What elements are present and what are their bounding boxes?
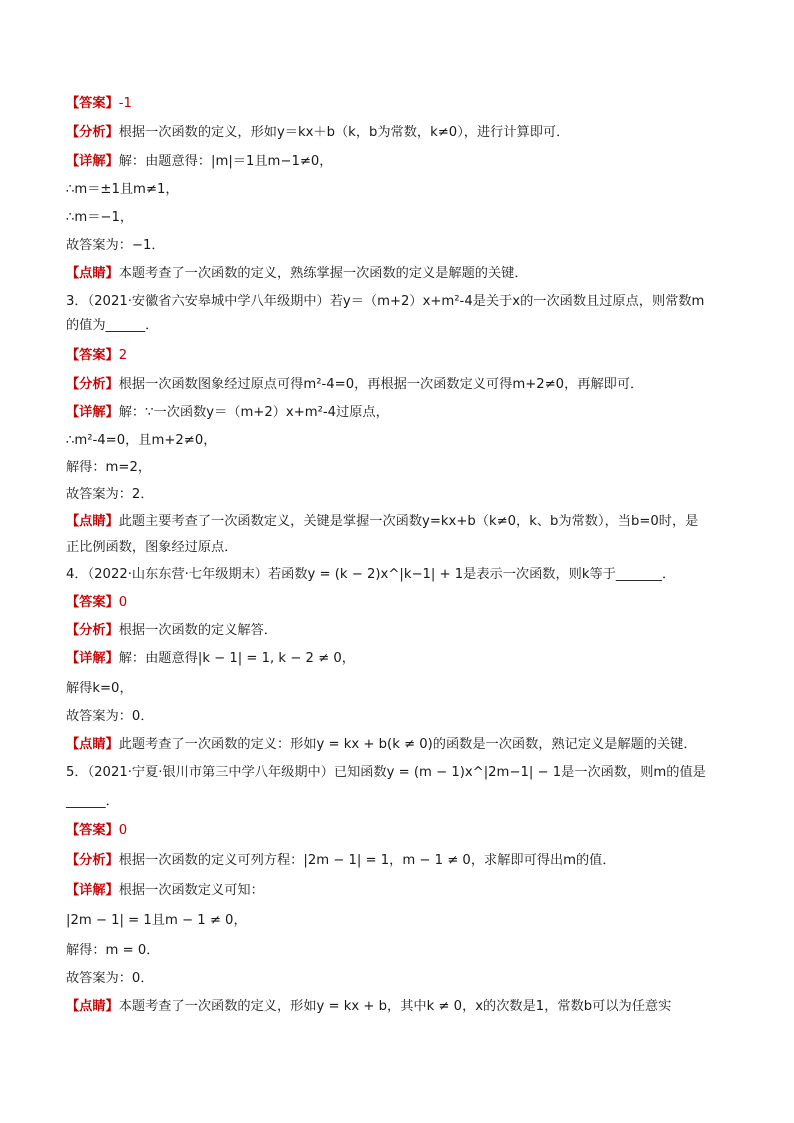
answer-value: 2 — [118, 348, 128, 363]
detail-text: 解：∵一次函数y＝（m+2）x+m²-4过原点， — [118, 405, 389, 420]
comment-label: 【点睛】 — [66, 514, 119, 529]
comment-label: 【点睛】 — [66, 266, 119, 281]
comment-text: 本题考查了一次函数的定义，熟练掌握一次函数的定义是解题的关键． — [118, 266, 528, 281]
question-3-text-cont: 的值为______． — [66, 318, 159, 333]
detail-step: 解得k=0， — [66, 681, 133, 696]
answer-label: 【答案】 — [66, 348, 119, 363]
answer-line-5 — [66, 822, 127, 840]
detail-step: 故答案为：2． — [66, 487, 154, 502]
answer-value: -1 — [118, 96, 132, 111]
comment-line-5 — [66, 998, 671, 1016]
detail-step: ∴m＝±1且m≠1， — [66, 182, 179, 197]
analysis-label: 【分析】 — [66, 125, 119, 140]
detail-text: 解：由题意得|k − 1| = 1, k − 2 ≠ 0， — [118, 651, 355, 666]
detail-text: 根据一次函数定义可知： — [118, 883, 264, 898]
detail-step: 故答案为：0． — [66, 709, 154, 724]
comment-text: 此题主要考查了一次函数定义，关键是掌握一次函数y=kx+b（k≠0，k、b为常数），当b=0时，是 — [118, 514, 699, 529]
comment-label: 【点睛】 — [66, 999, 119, 1014]
detail-step: ∴m＝−1， — [66, 210, 134, 225]
analysis-label: 【分析】 — [66, 623, 119, 638]
analysis-text: 根据一次函数的定义，形如y＝kx＋b（k，b为常数，k≠0），进行计算即可． — [118, 125, 570, 140]
analysis-line-4 — [66, 622, 277, 640]
detail-step: 解得：m = 0． — [66, 943, 160, 958]
detail-text: 解：由题意得：|m|＝1且m−1≠0， — [118, 154, 333, 169]
answer-value: 0 — [118, 595, 128, 610]
detail-line-2 — [66, 153, 332, 171]
analysis-text: 根据一次函数的定义可列方程：|2m − 1| = 1，m − 1 ≠ 0，求解即可得出m的值． — [118, 853, 616, 868]
comment-text: 此题考查了一次函数的定义：形如y = kx + b(k ≠ 0)的函数是一次函数，熟记定义是解题的关键． — [118, 737, 697, 752]
analysis-label: 【分析】 — [66, 377, 119, 392]
analysis-line-3 — [66, 376, 643, 394]
analysis-line-2 — [66, 124, 569, 142]
question-4-text: 4．（2022·山东东营·七年级期末）若函数y = (k − 2)x^|k−1| + 1是表示一次函数，则k等于_______． — [66, 567, 676, 582]
question-3-text: 3．（2021·安徽省六安皋城中学八年级期中）若y＝（m+2）x+m²-4是关于x的一次函数且过原点，则常数m — [66, 294, 705, 309]
comment-line-2 — [66, 265, 528, 283]
detail-line-5 — [66, 882, 264, 900]
question-5-text-cont: ______． — [66, 794, 119, 809]
analysis-line-5 — [66, 852, 616, 870]
detail-line-3 — [66, 404, 389, 422]
comment-text-cont: 正比例函数，图象经过原点． — [66, 540, 238, 555]
answer-label: 【答案】 — [66, 595, 119, 610]
answer-line-2 — [66, 95, 132, 113]
comment-label: 【点睛】 — [66, 737, 119, 752]
comment-line-3 — [66, 513, 698, 531]
analysis-text: 根据一次函数图象经过原点可得m²-4=0，再根据一次函数定义可得m+2≠0，再解即可． — [118, 377, 644, 392]
detail-step: 故答案为：0． — [66, 971, 154, 986]
detail-step: |2m − 1| = 1且m − 1 ≠ 0， — [66, 913, 247, 928]
question-5-text: 5．（2021·宁夏·银川市第三中学八年级期中）已知函数y = (m − 1)x^|2m−1| − 1是一次函数，则m的值是 — [66, 765, 706, 780]
detail-step: ∴m²-4=0，且m+2≠0， — [66, 433, 217, 448]
detail-label: 【详解】 — [66, 651, 119, 666]
comment-text: 本题考查了一次函数的定义，形如y = kx + b，其中k ≠ 0，x的次数是1，常数b可以为任意实 — [118, 999, 672, 1014]
answer-label: 【答案】 — [66, 96, 119, 111]
analysis-text: 根据一次函数的定义解答． — [118, 623, 277, 638]
detail-step: 故答案为：−1． — [66, 238, 165, 253]
answer-line-3 — [66, 347, 127, 365]
detail-label: 【详解】 — [66, 883, 119, 898]
detail-step: 解得：m=2， — [66, 460, 152, 475]
analysis-label: 【分析】 — [66, 853, 119, 868]
answer-value: 0 — [118, 823, 128, 838]
comment-line-4 — [66, 736, 697, 754]
detail-label: 【详解】 — [66, 405, 119, 420]
detail-line-4 — [66, 650, 355, 668]
answer-label: 【答案】 — [66, 823, 119, 838]
answer-line-4 — [66, 594, 127, 612]
detail-label: 【详解】 — [66, 154, 119, 169]
